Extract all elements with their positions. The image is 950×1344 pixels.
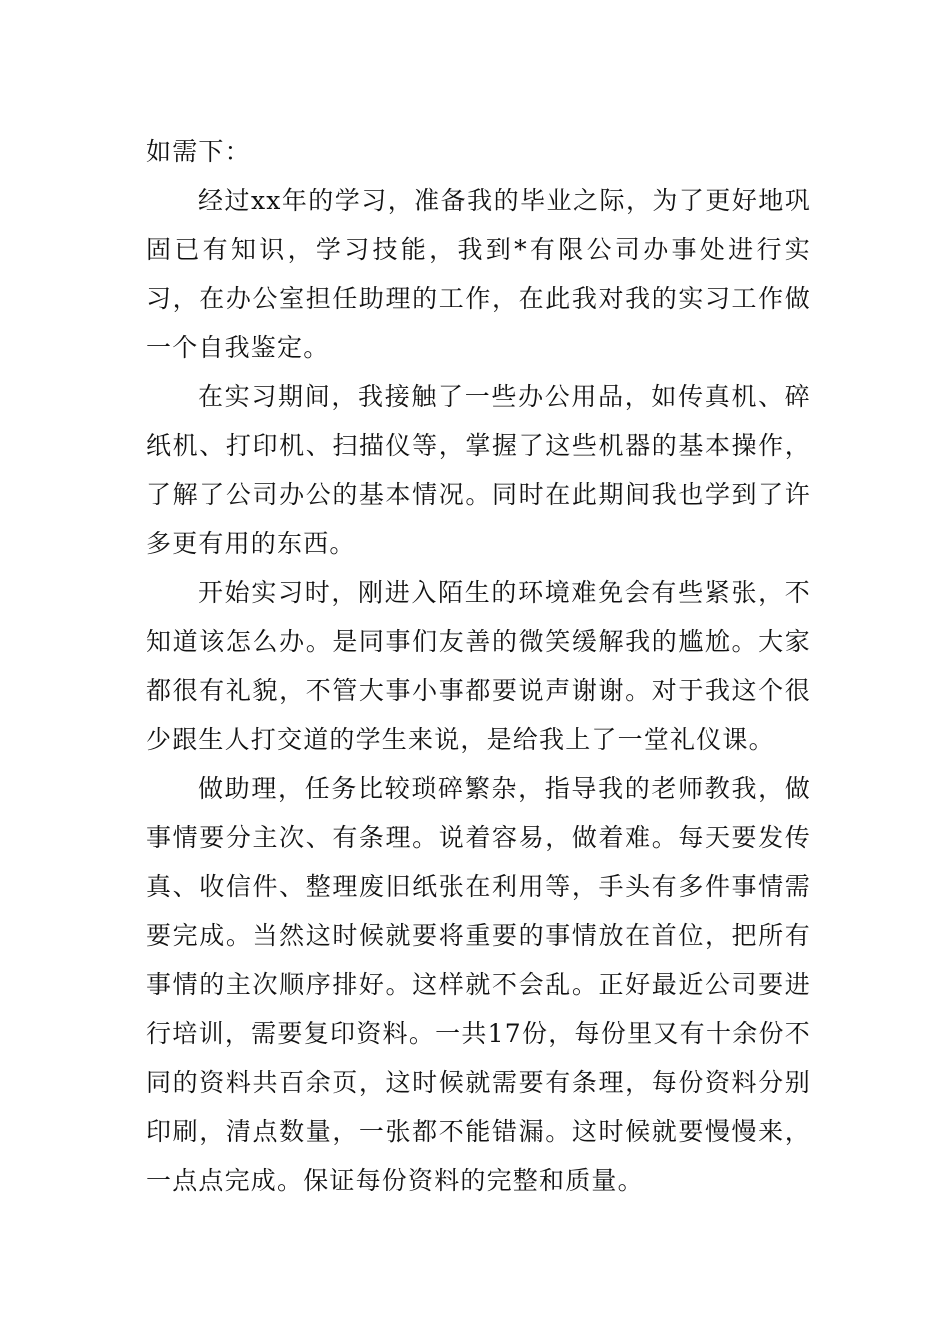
paragraph-intro: 如需下： <box>146 137 251 166</box>
paragraph-4: 做助理，任务比较琐碎繁杂，指导我的老师教我，做事情要分主次、有条理。说着容易，做着难。每天要发传真、收信件、整理废旧纸张在利用等，手头有多件事情需要完成。当然这时候就要将重要的事情放在首位，把所有事情的主次顺序排好。这样就不会乱。正好最近公司要进行培训，需要复印资料。一共17份，每份里又有十余份不同的资料共百余页，这时候就需要有条理，每份资料分别印刷，清点数量，一张都不能错漏。这时候就要慢慢来，一点点完成。保证每份资料的完整和质量。 <box>146 774 811 1195</box>
paragraph-2: 在实习期间，我接触了一些办公用品，如传真机、碎纸机、打印机、扫描仪等，掌握了这些机器的基本操作，了解了公司办公的基本情况。同时在此期间我也学到了许多更有用的东西。 <box>146 382 811 558</box>
paragraph-1: 经过xx年的学习，准备我的毕业之际，为了更好地巩固已有知识，学习技能，我到*有限公司办事处进行实习，在办公室担任助理的工作，在此我对我的实习工作做一个自我鉴定。 <box>146 186 811 362</box>
paragraph-3: 开始实习时，刚进入陌生的环境难免会有些紧张，不知道该怎么办。是同事们友善的微笑缓解我的尴尬。大家都很有礼貌，不管大事小事都要说声谢谢。对于我这个很少跟生人打交道的学生来说，是给我上了一堂礼仪课。 <box>146 578 811 754</box>
document-body <box>146 127 811 1205</box>
